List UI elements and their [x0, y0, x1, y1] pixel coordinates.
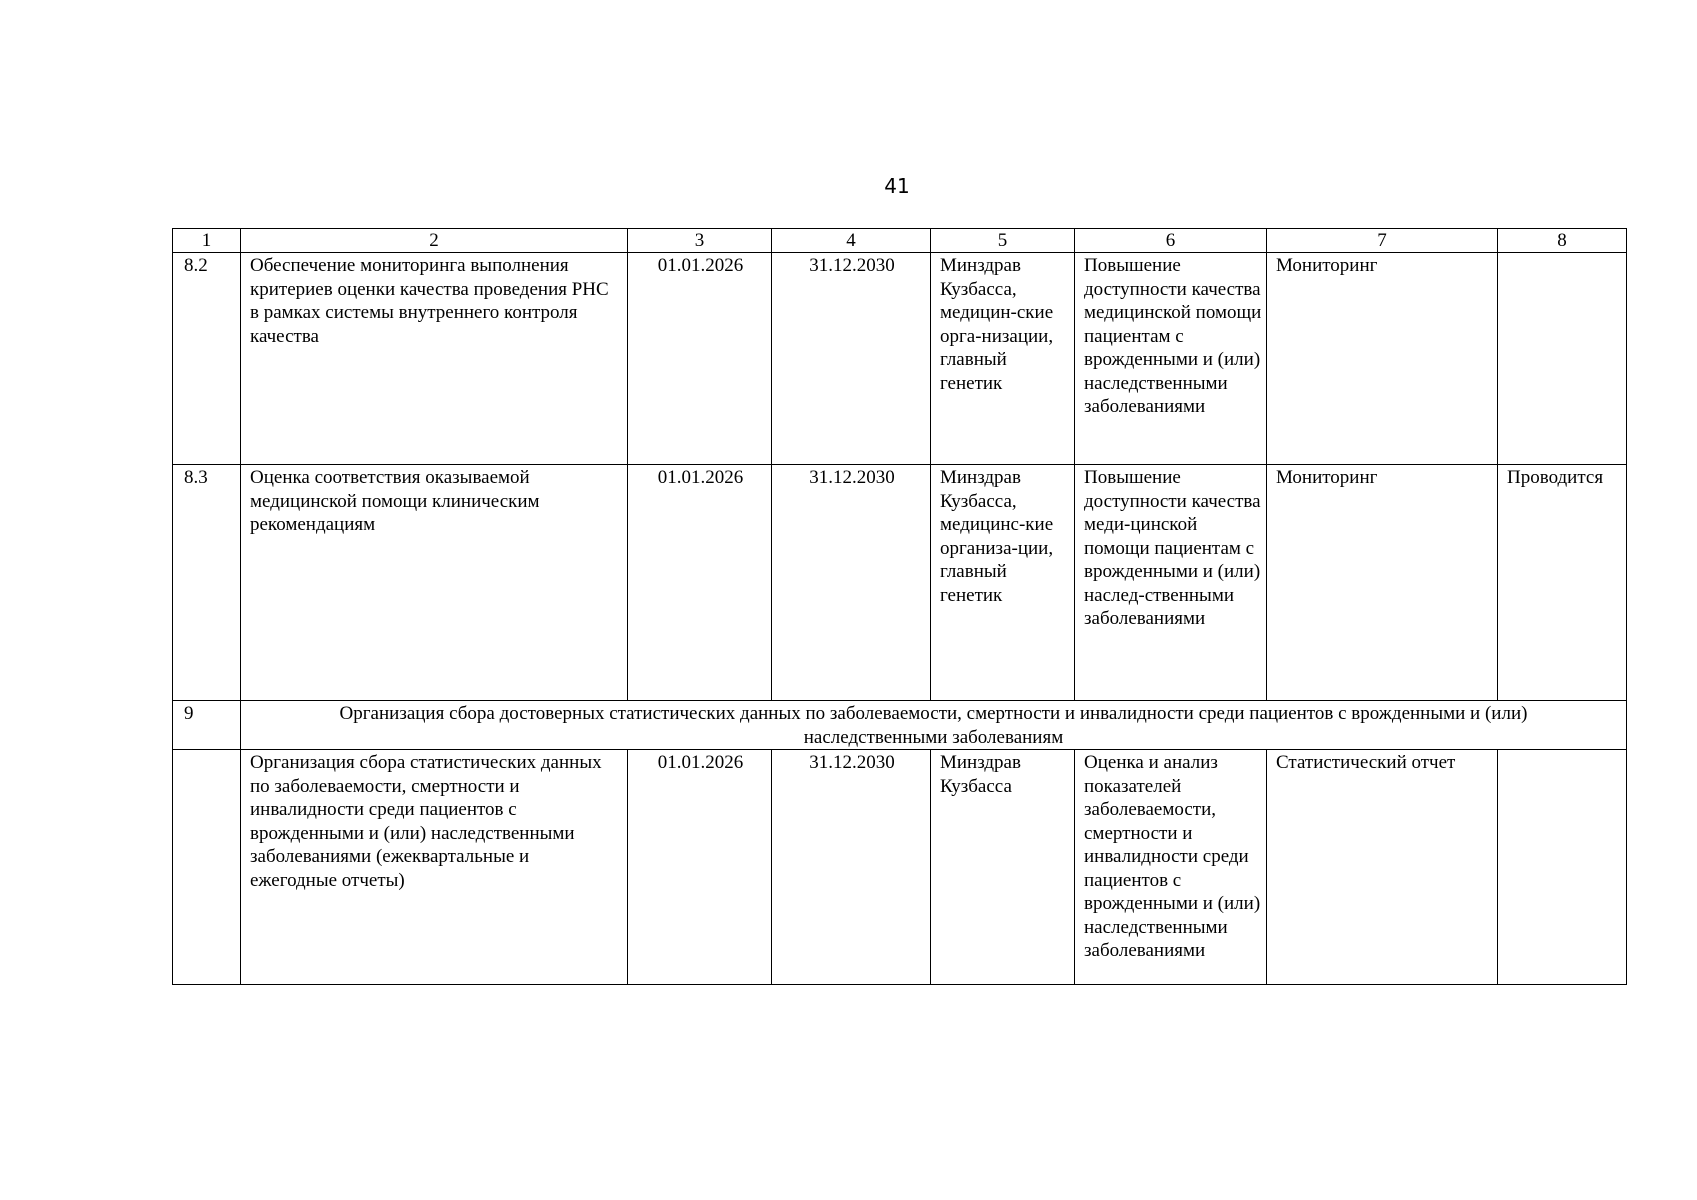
result-cell: Повышение доступности качества медицинской помощи пациентам с врожденными и (или) наследственными заболеваниями [1075, 253, 1267, 465]
task-cell: Оценка соответствия оказываемой медицинской помощи клиническим рекомендациям [241, 465, 628, 701]
task-cell: Обеспечение мониторинга выполнения критериев оценки качества проведения РНС в рамках системы внутреннего контроля качества [241, 253, 628, 465]
start-date-cell: 01.01.2026 [628, 253, 772, 465]
control-form-cell: Мониторинг [1267, 253, 1498, 465]
page-number: 41 [884, 174, 910, 198]
measures-table [172, 228, 1627, 985]
table-row [173, 465, 1627, 701]
note-cell [1498, 750, 1627, 985]
column-number-cell: 3 [628, 229, 772, 253]
note-cell: Проводится [1498, 465, 1627, 701]
column-number-row [173, 229, 1627, 253]
start-date-cell: 01.01.2026 [628, 750, 772, 985]
table-row [173, 750, 1627, 985]
start-date-cell: 01.01.2026 [628, 465, 772, 701]
responsible-cell: Минздрав Кузбасса, медицин-ские орга-низации, главный генетик [931, 253, 1075, 465]
responsible-cell: Минздрав Кузбасса [931, 750, 1075, 985]
control-form-cell: Мониторинг [1267, 465, 1498, 701]
section-title-cell: Организация сбора достоверных статистических данных по заболеваемости, смертности и инвалидности среди пациентов с врожденными и (или) наследственными заболеваниям [241, 701, 1627, 750]
note-cell [1498, 253, 1627, 465]
item-number-cell [173, 750, 241, 985]
result-cell: Оценка и анализ показателей заболеваемости, смертности и инвалидности среди пациентов с врожденными и (или) наследственными заболеваниями [1075, 750, 1267, 985]
end-date-cell: 31.12.2030 [772, 465, 931, 701]
table-row [173, 253, 1627, 465]
section-number-cell: 9 [173, 701, 241, 750]
control-form-cell: Статистический отчет [1267, 750, 1498, 985]
task-cell: Организация сбора статистических данных по заболеваемости, смертности и инвалидности среди пациентов с врожденными и (или) наследственными заболеваниями (ежеквартальные и ежегодные отчеты) [241, 750, 628, 985]
item-number-cell: 8.2 [173, 253, 241, 465]
column-number-cell: 4 [772, 229, 931, 253]
responsible-cell: Минздрав Кузбасса, медицинс-кие организа-ции, главный генетик [931, 465, 1075, 701]
end-date-cell: 31.12.2030 [772, 750, 931, 985]
result-cell: Повышение доступности качества меди-цинской помощи пациентам с врожденными и (или) наслед-ственными заболеваниями [1075, 465, 1267, 701]
column-number-cell: 6 [1075, 229, 1267, 253]
column-number-cell: 7 [1267, 229, 1498, 253]
section-row [173, 701, 1627, 750]
column-number-cell: 2 [241, 229, 628, 253]
item-number-cell: 8.3 [173, 465, 241, 701]
column-number-cell: 5 [931, 229, 1075, 253]
end-date-cell: 31.12.2030 [772, 253, 931, 465]
column-number-cell: 1 [173, 229, 241, 253]
column-number-cell: 8 [1498, 229, 1627, 253]
